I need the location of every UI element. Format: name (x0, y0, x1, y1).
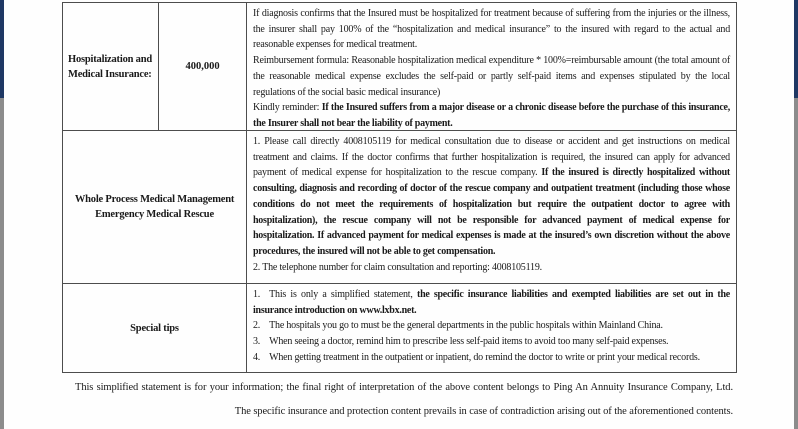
rescue-name-line1: Whole Process Medical Management (74, 194, 235, 205)
table-row-hospitalization (63, 3, 736, 131)
disclaimer-footer (75, 381, 733, 419)
disclaimer-line2: The specific insurance and protection content prevails in case of contradiction arising out of the aforementioned contents. (234, 406, 733, 417)
kindly-reminder-bold: If the Insured suffers from a major disease or a chronic disease before the purchase of this insurance, the Insurer shall not bear the liability of payment. (253, 102, 730, 129)
right-page-edge-top (794, 0, 798, 98)
rescue-instructions-normal: 1. Please call directly 4008105119 for medical consultation due to disease or accident and get instructions on medical treatment and claims. If the doctor confirms that further hospitalization is required, the insured can apply for advanced payment of medical expense for hospitalization to the rescue company. (253, 136, 730, 179)
insurance-benefits-table (62, 2, 737, 373)
special-tips-list-cell (247, 284, 736, 372)
tip-text-normal: This is only a simplified statement, (269, 289, 417, 300)
benefit-name-cell (63, 3, 159, 130)
benefit-name-line1: Hospitalization and (68, 53, 153, 65)
rescue-name-line2: Emergency Medical Rescue (95, 209, 214, 220)
benefit-description-cell (247, 3, 736, 130)
tip-number: 3. (253, 336, 261, 348)
left-page-edge-bottom (0, 98, 4, 429)
rescue-description-cell (247, 131, 736, 283)
left-page-edge-top (0, 0, 4, 98)
benefit-name-line2: Medical Insurance: (68, 68, 152, 80)
table-row-special-tips (63, 284, 736, 372)
description-paragraph (253, 134, 730, 260)
right-page-edge-bottom (794, 98, 798, 429)
tip-item (253, 334, 730, 350)
benefit-amount-cell (159, 3, 247, 130)
special-tips-label: Special tips (130, 322, 179, 334)
tip-text: The hospitals you go to must be the general departments in the public hospitals within Mainland China. (269, 320, 663, 332)
tip-text: When seeing a doctor, remind him to prescribe less self-paid items to avoid too many self-paid expenses. (269, 336, 669, 348)
tip-item (253, 287, 730, 318)
tip-number: 1. (253, 289, 261, 300)
tip-text: When getting treatment in the outpatient or inpatient, do remind the doctor to write or print your medical records. (269, 351, 700, 363)
description-paragraph: If diagnosis confirms that the Insured must be hospitalized for treatment because of suffering from the injuries or the illness, the insurer shall pay 100% of the “hospitalization and medical insurance” to the insured with regard to the actual and reasonable expenses for medical treatment. (253, 8, 730, 51)
description-paragraph (253, 100, 730, 130)
special-tips-label-cell (63, 284, 247, 372)
table-row-medical-rescue (63, 131, 736, 284)
description-paragraph: Reimbursement formula: Reasonable hospitalization medical expenditure * 100%=reimbursable amount (the total amount of the reasonable medical expense excludes the self-paid or partly self-paid items and expenses stipulated by the local regulations of the social basic medical insurance) (253, 55, 730, 98)
tip-number: 2. (253, 320, 261, 332)
description-paragraph: 2. The telephone number for claim consultation and reporting: 4008105119. (253, 261, 542, 273)
tip-number: 4. (253, 351, 261, 363)
tip-item (253, 318, 730, 334)
rescue-instructions-bold: If the insured is directly hospitalized without consulting, diagnosis and recording of doctor of the rescue company and outpatient treatment (including those whose conditions do not meet the requirements of hospitalization but require the outpatient doctor to agree with hospitalization), the rescue company will not be responsible for advanced payment of medical expense for hospitalization. If advanced payment for medical expenses is made at the insured’s own discretion without the above procedures, the insured will not be able to get compensation. (253, 167, 730, 257)
tip-text-bold: the specific insurance liabilities and exempted liabilities are set out in the insurance introduction on www.lxbx.net. (253, 289, 730, 316)
tip-item (253, 350, 730, 366)
rescue-name-cell (63, 131, 247, 283)
benefit-amount: 400,000 (185, 61, 220, 72)
disclaimer-line1: This simplified statement is for your information; the final right of interpretation of the above content belongs to Ping An Annuity Insurance Company, Ltd. (75, 382, 733, 393)
kindly-reminder-prefix: Kindly reminder: (253, 102, 322, 114)
